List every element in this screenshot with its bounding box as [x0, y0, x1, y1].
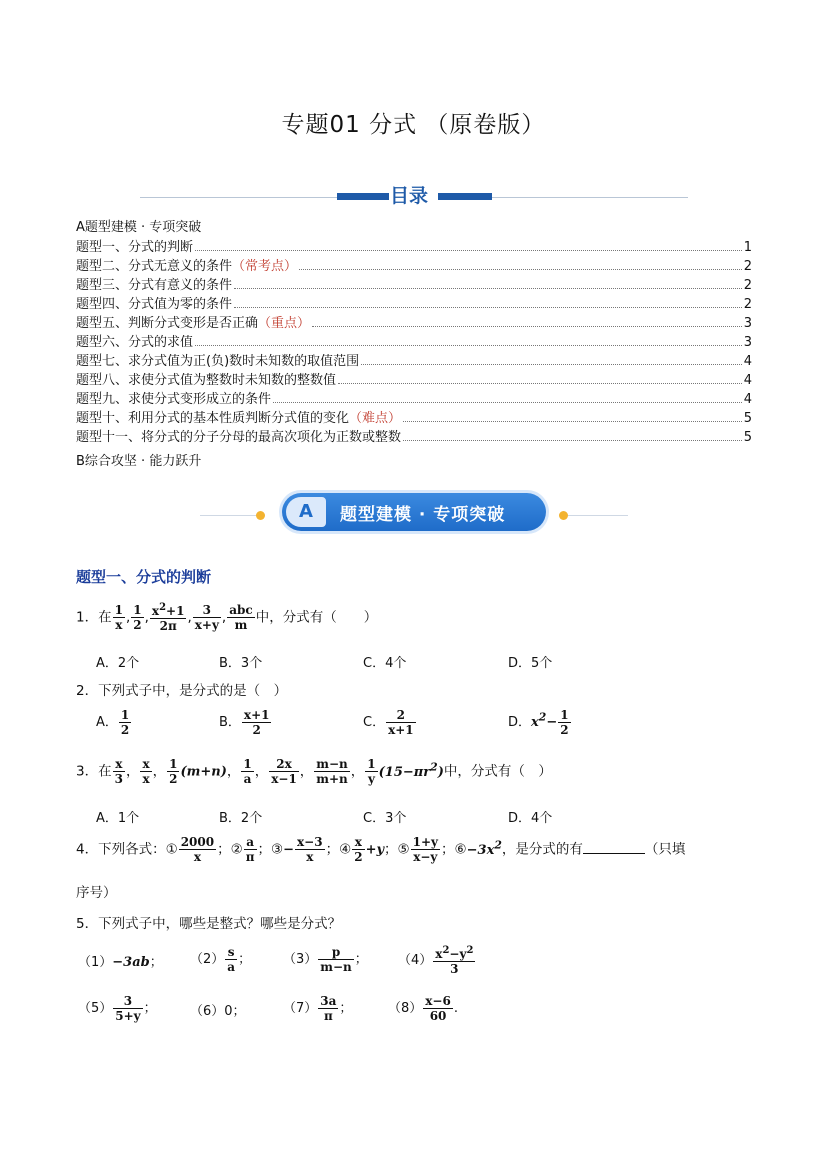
toc-part-a[interactable]: A题型建模 · 专项突破 — [76, 220, 202, 235]
q3-option-d[interactable]: D．4个 — [508, 811, 553, 826]
question-5: 5．下列式子中，哪些是整式？哪些是分式？ — [76, 916, 342, 932]
banner-line-left — [200, 515, 260, 516]
toc-bar-right — [438, 193, 492, 200]
toc-item[interactable]: 题型一、分式的判断 1 — [76, 240, 752, 255]
q5-item-3: （3） $\frac{p}{m-n}$ ； — [283, 945, 368, 974]
section-title: 题型一、分式的判断 — [76, 568, 212, 586]
q1-option-d[interactable]: D．5个 — [508, 656, 553, 671]
toc-item[interactable]: 题型六、分式的求值 3 — [76, 335, 752, 350]
toc-item[interactable]: 题型十一、将分式的分子分母的最高次项化为正数或整数 5 — [76, 430, 752, 445]
question-4-line2: 序号） — [76, 885, 117, 901]
q5-item-6: （6）0； — [190, 1004, 246, 1019]
banner-dot-left — [256, 511, 265, 520]
q3-option-a[interactable]: A．1个 — [96, 811, 140, 826]
q5-item-1: （1）−3ab； — [78, 955, 163, 970]
question-1: 1．在 $\frac{1}{x}$ , $\frac{1}{2}$ , $\frac{x^2+1}{2\pi}$ , $\frac{3}{x+y}$ , $\frac{\text{abc}}{m}$ 中，分式有（ ） — [76, 602, 378, 633]
banner-letter: A — [286, 497, 326, 527]
q3-option-b[interactable]: B．2个 — [219, 811, 263, 826]
answer-blank[interactable] — [583, 853, 645, 854]
toc-part-b[interactable]: B综合攻坚 · 能力跃升 — [76, 454, 202, 469]
q2-option-b[interactable]: B． $\frac{x+1}{2}$ — [219, 708, 270, 737]
toc-item[interactable]: 题型七、求分式值为正(负)数时未知数的取值范围 4 — [76, 354, 752, 369]
toc-item[interactable]: 题型八、求使分式值为整数时未知数的整数值 4 — [76, 373, 752, 388]
table-of-contents — [76, 216, 752, 469]
question-3: 3．在 $\frac{x}{3}$ ， $\frac{x}{x}$ ， $\frac{1}{2}$ (m+n)， $\frac{1}{a}$ ， $\frac{2x}{x-1}$ ， $\frac{m-n}{m+n}$ ， $\frac{1}{y}$ $(15-\pi r^2)$中，分式有（ ） — [76, 757, 552, 786]
q3-option-c[interactable]: C．3个 — [363, 811, 407, 826]
q1-option-b[interactable]: B．3个 — [219, 656, 263, 671]
banner-text: 题型建模 · 专项突破 — [340, 505, 506, 525]
banner-line-right — [568, 515, 628, 516]
toc-bar-left — [337, 193, 389, 200]
toc-item[interactable]: 题型五、判断分式变形是否正确 （重点） 3 — [76, 316, 752, 331]
q5-item-2: （2） $\frac{s}{a}$ ； — [190, 945, 252, 974]
toc-divider-left — [140, 197, 340, 198]
question-2: 2．下列式子中，是分式的是（ ） — [76, 683, 288, 699]
q5-item-8: （8） $\frac{x-6}{60}$ . — [388, 994, 458, 1023]
q5-item-5: （5） $\frac{3}{5+y}$ ； — [78, 994, 157, 1023]
q5-item-7: （7） $\frac{3a}{\pi}$ ； — [283, 994, 353, 1023]
toc-item[interactable]: 题型二、分式无意义的条件 （常考点） 2 — [76, 259, 752, 274]
page-title: 专题01 分式 （原卷版） — [281, 112, 546, 138]
toc-heading: 目录 — [390, 185, 429, 207]
question-4: 4．下列各式：① $\frac{2000}{x}$ ；② $\frac{a}{\pi}$ ；③− $\frac{x-3}{x}$ ；④ $\frac{x}{2}$ +y；⑤ $\frac{1+y}{x-y}$ ；$⑥-3x^2$，是分式的有 （只填 — [76, 835, 686, 864]
toc-item[interactable]: 题型三、分式有意义的条件 2 — [76, 278, 752, 293]
q5-item-4: （4） $\frac{x^2-y^2}{3}$ — [398, 945, 474, 976]
math-fraction: $\frac{1}{x}$ — [114, 603, 123, 632]
q2-option-c[interactable]: C． $\frac{2}{x+1}$ — [363, 708, 414, 737]
toc-item[interactable]: 题型四、分式值为零的条件 2 — [76, 297, 752, 312]
q1-option-a[interactable]: A．2个 — [96, 656, 140, 671]
q2-option-a[interactable]: A． $\frac{1}{2}$ — [96, 708, 130, 737]
banner-dot-right — [559, 511, 568, 520]
toc-item[interactable]: 题型十、利用分式的基本性质判断分式值的变化 （难点） 5 — [76, 411, 752, 426]
toc-item[interactable]: 题型九、求使分式变形成立的条件 4 — [76, 392, 752, 407]
toc-divider-right — [492, 197, 688, 198]
q1-option-c[interactable]: C．4个 — [363, 656, 407, 671]
q2-option-d[interactable]: D．$x^2-$ $\frac{1}{2}$ — [508, 708, 569, 737]
